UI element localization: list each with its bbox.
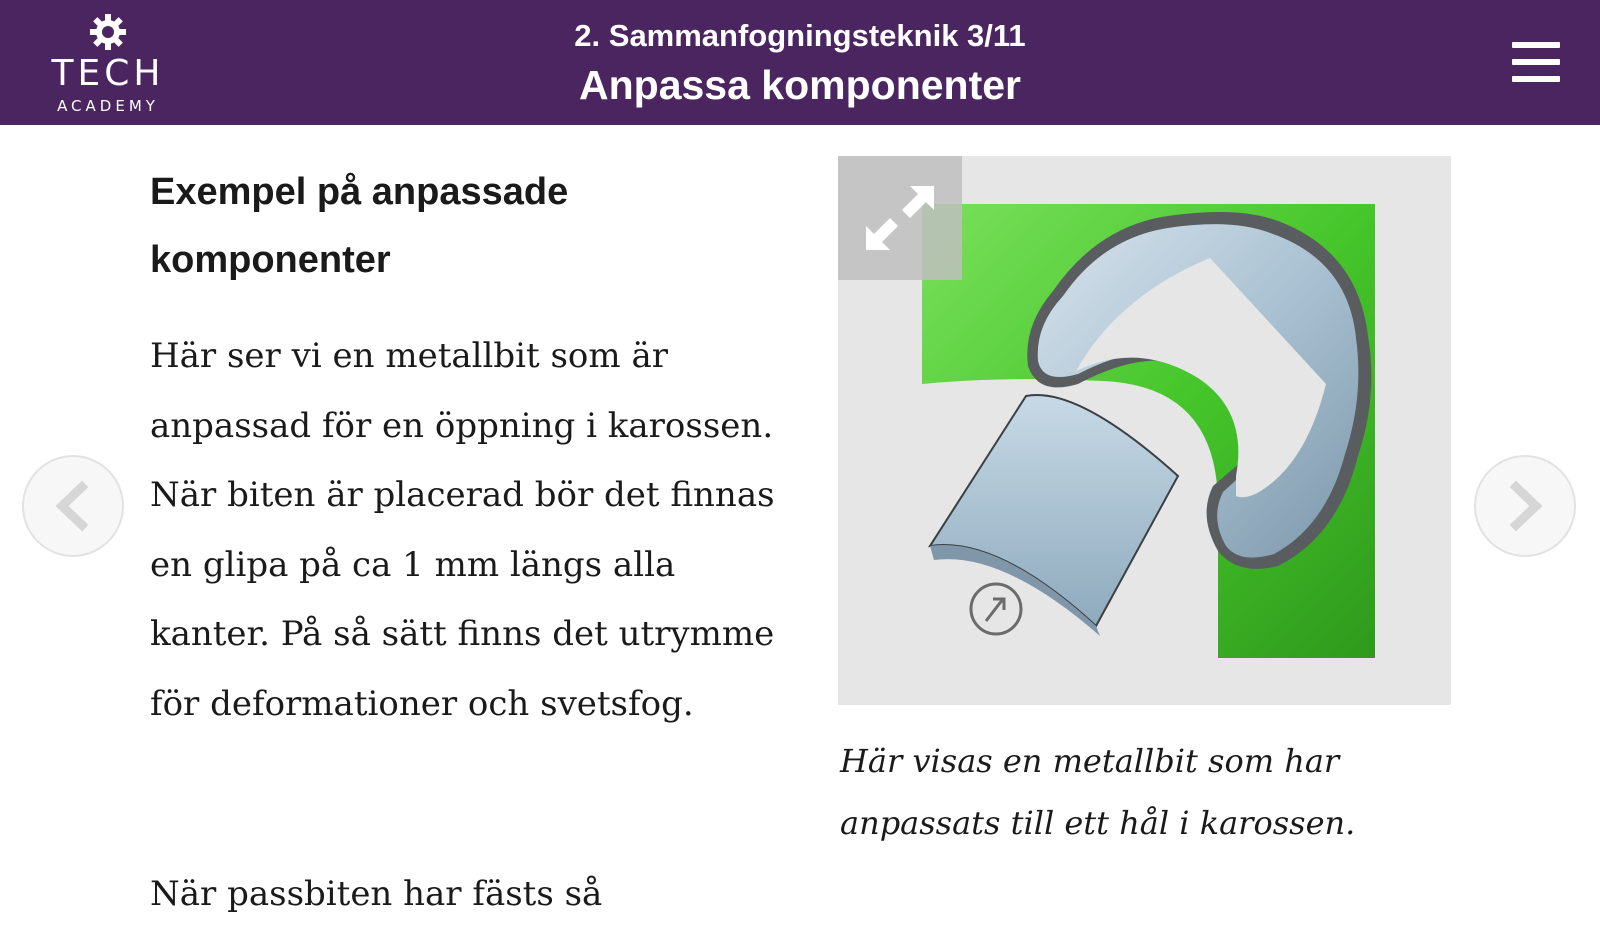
chevron-right-icon	[1476, 457, 1574, 555]
figure-caption: Här visas en metallbit som har anpassats till ett hål i karossen.	[840, 742, 1356, 842]
chapter-progress: 2. Sammanfogningsteknik 3/11	[574, 18, 1026, 53]
logo-wordmark: TECH	[51, 53, 165, 94]
hamburger-menu-icon-bar	[1512, 59, 1560, 65]
chevron-left-icon	[24, 457, 122, 555]
gear-icon	[88, 12, 128, 52]
expand-arrows-icon	[838, 156, 962, 280]
section-heading: Exempel på anpassade komponenter	[150, 171, 569, 281]
hamburger-menu-icon-bar	[1512, 76, 1560, 82]
menu-button[interactable]	[1510, 40, 1562, 84]
next-page-button[interactable]	[1474, 455, 1576, 557]
body-paragraph: Här ser vi en metallbit som är anpassad för en öppning i karossen. När biten är placerad bör det finnas en glipa på ca 1 mm längs alla kanter. På så sätt finns det utrymme för deformationer och svetsfog.	[150, 336, 775, 724]
app-header	[0, 0, 1600, 125]
hamburger-menu-icon	[1512, 42, 1560, 48]
tech-academy-logo	[28, 12, 188, 115]
body-paragraph-continued: När passbiten har fästs så	[150, 874, 603, 914]
page-title: Anpassa komponenter	[579, 62, 1021, 108]
expand-image-button[interactable]	[838, 156, 962, 280]
logo-subtitle: ACADEMY	[57, 97, 159, 115]
previous-page-button[interactable]	[22, 455, 124, 557]
